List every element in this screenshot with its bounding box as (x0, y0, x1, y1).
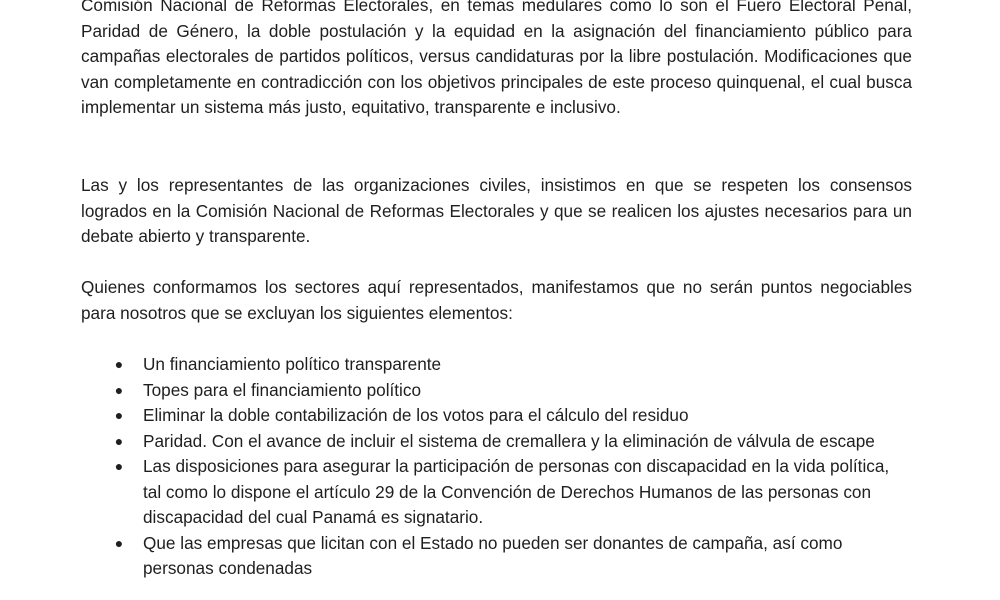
list-item-text: Las disposiciones para asegurar la participación de personas con discapacidad en la vida política, tal como lo dispone el artículo 29 de la Convención de Derechos Humanos de las personas con discapacidad del cual Panamá es signatario. (143, 456, 890, 527)
bullet-icon: ● (114, 534, 124, 551)
list-item-text: Topes para el financiamiento político (143, 379, 422, 400)
list-item (81, 531, 912, 582)
list-item (81, 403, 912, 429)
list-item-text: Que las empresas que licitan con el Estado no pueden ser donantes de campaña, así como personas condenadas (143, 532, 843, 578)
bullet-icon: ● (114, 356, 124, 372)
paragraph-non-negotiable-points: Quienes conformamos los sectores aquí representados, manifestamos que no serán puntos negociables para nosotros que se excluyan los siguientes elementos: (81, 277, 912, 323)
list-item (81, 352, 912, 378)
list-item-text: Eliminar la doble contabilización de los votos para el cálculo del residuo (143, 405, 689, 425)
bullet-icon: ● (114, 381, 124, 398)
list-item (81, 378, 912, 404)
paragraph-commission-topics: Comisión Nacional de Reformas Electorales, en temas medulares como lo son el Fuero Electoral Penal, Paridad de Género, la doble postulación y la equidad en la asignación del financiamiento público para campañas electorales de partidos políticos, versus candidaturas por la libre postulación. Modificaciones que van completamente en contradicción con los objetivos principales de este proceso quinquenal, el cual busca implementar un sistema más justo, equitativo, transparente e inclusivo. (81, 0, 912, 117)
list-item-text: Un financiamiento político transparente (143, 354, 442, 374)
bullet-icon: ● (114, 407, 124, 423)
bullet-icon: ● (114, 458, 124, 474)
list-item-text: Paridad. Con el avance de incluir el sistema de cremallera y la eliminación de válvula de escape (143, 430, 875, 451)
list-item (81, 429, 912, 455)
paragraph-civil-representatives: Las y los representantes de las organizaciones civiles, insistimos en que se respeten los consensos logrados en la Comisión Nacional de Reformas Electorales y que se realicen los ajustes necesarios para un debate abierto y transparente. (81, 175, 912, 246)
list-item (81, 454, 912, 531)
bullet-icon: ● (114, 432, 124, 449)
non-negotiable-list (81, 352, 912, 582)
